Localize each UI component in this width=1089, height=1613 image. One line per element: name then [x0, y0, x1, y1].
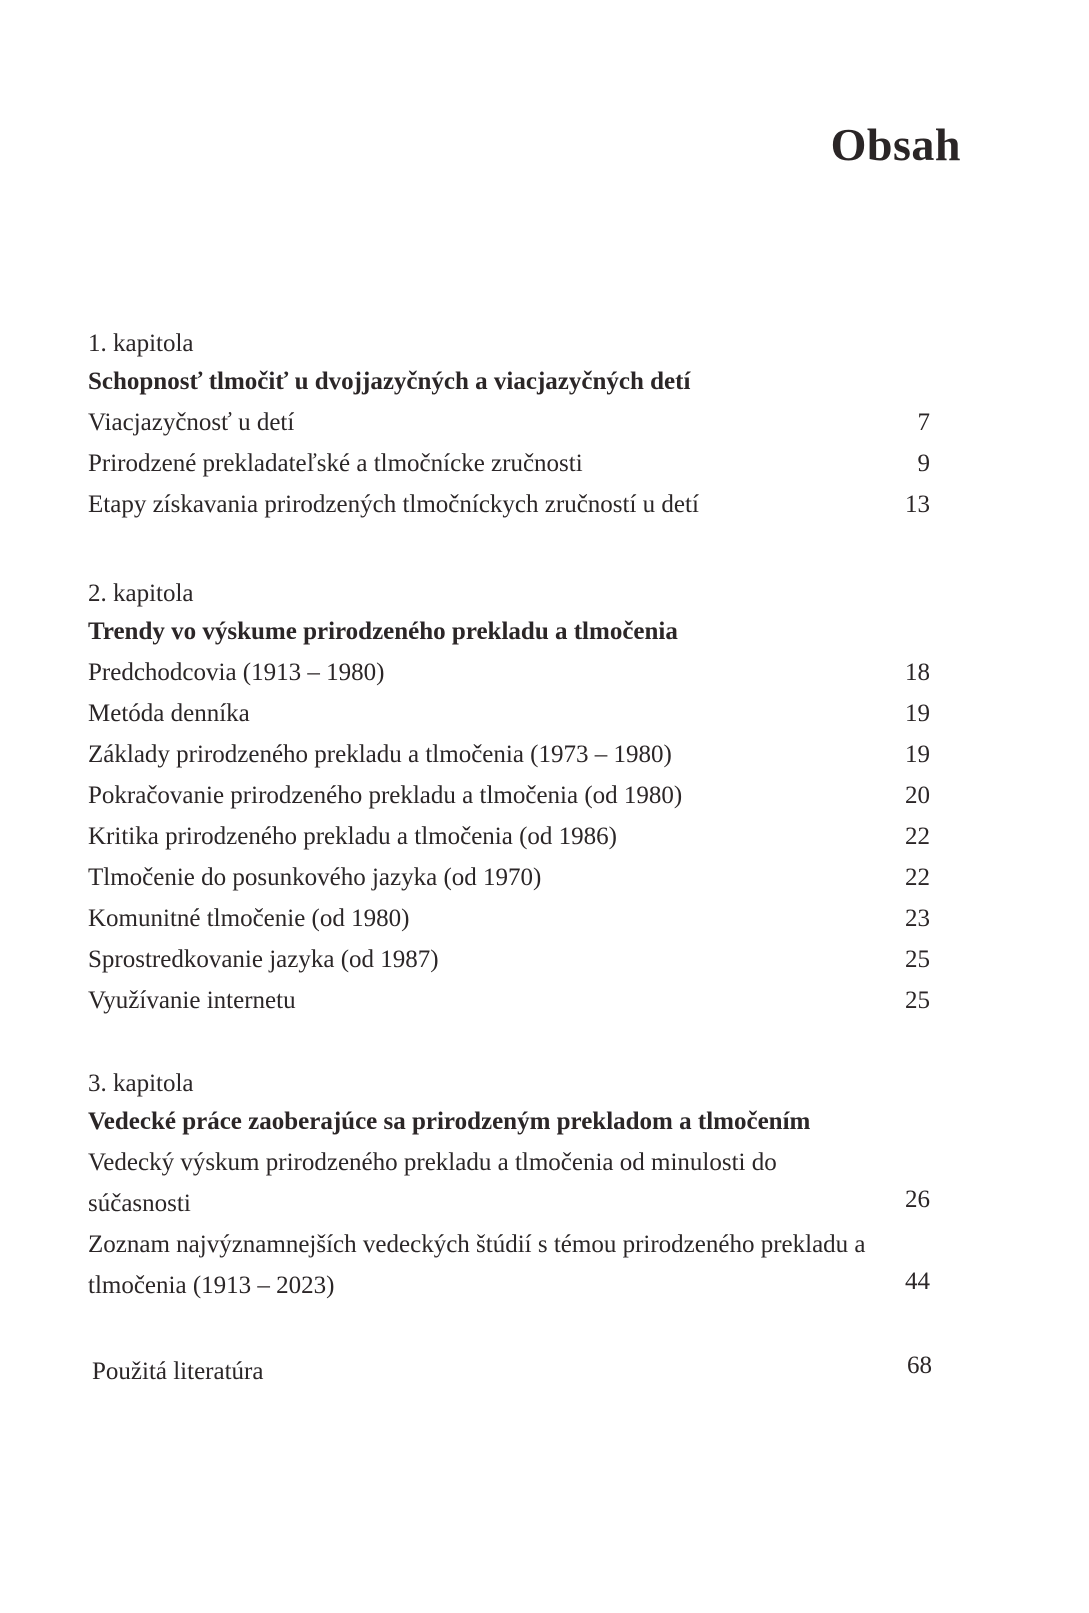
chapter-title: Schopnosť tlmočiť u dvojjazyčných a viacjazyčných detí [88, 368, 691, 395]
toc-entry[interactable] [88, 443, 958, 484]
toc-entry[interactable] [88, 693, 958, 734]
entry-text: Využívanie internetu [88, 987, 296, 1014]
entry-text: Tlmočenie do posunkového jazyka (od 1970) [88, 864, 542, 891]
entry-page: 26 [905, 1186, 930, 1213]
chapter-label: 2. kapitola [88, 580, 194, 607]
entry-text: Metóda denníka [88, 700, 250, 727]
toc-entry[interactable] [88, 939, 958, 980]
chapter-title: Trendy vo výskume prirodzeného prekladu a tlmočenia [88, 618, 678, 645]
entry-page: 9 [917, 450, 930, 477]
chapter-title: Vedecké práce zaoberajúce sa prirodzeným prekladom a tlmočením [88, 1108, 811, 1135]
entry-text: Viacjazyčnosť u detí [88, 409, 295, 436]
toc-entry[interactable] [88, 402, 958, 443]
entry-page: 19 [905, 741, 930, 768]
toc-entry[interactable] [88, 734, 958, 775]
entry-text: Použitá literatúra [92, 1358, 264, 1385]
entry-page: 19 [905, 700, 930, 727]
entry-text: Vedecký výskum prirodzeného prekladu a tlmočenia od minulosti do súčasnosti [88, 1149, 777, 1217]
chapter-1 [88, 326, 958, 525]
entry-page: 13 [905, 491, 930, 518]
entry-page: 18 [905, 659, 930, 686]
entry-page: 25 [905, 946, 930, 973]
chapter-3 [88, 1066, 958, 1306]
entry-text: Komunitné tlmočenie (od 1980) [88, 905, 410, 932]
entry-text: Základy prirodzeného prekladu a tlmočenia (1973 – 1980) [88, 741, 672, 768]
entry-text: Sprostredkovanie jazyka (od 1987) [88, 946, 439, 973]
entry-text: Predchodcovia (1913 – 1980) [88, 659, 385, 686]
entry-page: 22 [905, 864, 930, 891]
toc-entry[interactable] [88, 898, 958, 939]
entry-page: 68 [907, 1352, 932, 1379]
entry-page: 20 [905, 782, 930, 809]
toc-entry[interactable] [88, 1224, 958, 1306]
chapter-label: 3. kapitola [88, 1070, 194, 1097]
entry-text: Etapy získavania prirodzených tlmočníckych zručností u detí [88, 491, 699, 518]
entry-page: 44 [905, 1268, 930, 1295]
toc-entry[interactable] [88, 775, 958, 816]
toc-entry[interactable] [88, 980, 958, 1021]
page-title: Obsah [830, 119, 961, 170]
entry-page: 23 [905, 905, 930, 932]
entry-text: Kritika prirodzeného prekladu a tlmočenia (od 1986) [88, 823, 617, 850]
chapter-2 [88, 576, 958, 1021]
toc-entry[interactable] [88, 816, 958, 857]
toc-entry[interactable] [88, 857, 958, 898]
entry-text: Pokračovanie prirodzeného prekladu a tlmočenia (od 1980) [88, 782, 683, 809]
entry-page: 7 [917, 409, 930, 436]
chapter-label: 1. kapitola [88, 330, 194, 357]
toc-entry[interactable] [88, 484, 958, 525]
toc-entry[interactable] [88, 1142, 958, 1224]
entry-page: 25 [905, 987, 930, 1014]
entry-page: 22 [905, 823, 930, 850]
literature-entry[interactable] [92, 1352, 932, 1392]
toc-entry[interactable] [88, 652, 958, 693]
entry-text: Zoznam najvýznamnejších vedeckých štúdií s témou prirodzeného prekladu a tlmočenia (1913 – 2023) [88, 1231, 866, 1299]
entry-text: Prirodzené prekladateľské a tlmočnícke zručnosti [88, 450, 583, 477]
